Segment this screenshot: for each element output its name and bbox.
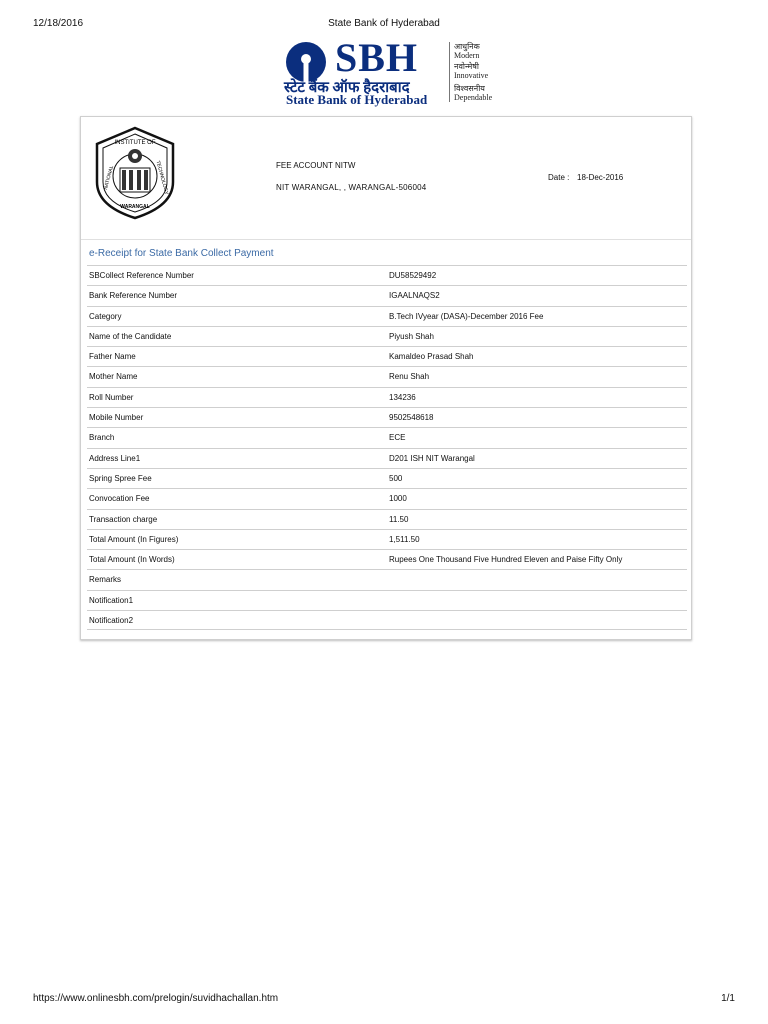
table-row (87, 509, 687, 529)
row-value: Kamaldeo Prasad Shah (389, 352, 474, 362)
date-label: Date : (548, 173, 570, 182)
date-value: 18-Dec-2016 (577, 173, 624, 182)
row-label: Notification2 (89, 616, 134, 626)
receipt-title: e-Receipt for State Bank Collect Payment (89, 248, 274, 259)
seal-right-text: TECHNOLOGY (154, 160, 170, 196)
seal-left-text: NATIONAL (102, 165, 116, 191)
bank-hindi-name: स्टेट बैंक ऑफ हैदराबाद (284, 80, 410, 96)
row-label: Total Amount (In Words) (89, 555, 175, 565)
table-row (87, 529, 687, 549)
sbh-logo (284, 35, 504, 107)
table-row (87, 306, 687, 326)
header-separator (81, 239, 691, 240)
row-label: Transaction charge (89, 514, 158, 524)
row-label: Father Name (89, 352, 136, 362)
table-row (87, 468, 687, 488)
row-label: Name of the Candidate (89, 331, 172, 341)
row-value: 11.50 (389, 514, 409, 524)
table-row (87, 265, 687, 285)
receipt-table (87, 265, 687, 630)
tagline-modern: Modern (454, 51, 480, 60)
row-label: Address Line1 (89, 453, 141, 463)
print-date: 12/18/2016 (33, 18, 84, 29)
row-value: Piyush Shah (389, 331, 434, 341)
payee-address: NIT WARANGAL, , WARANGAL-506004 (276, 183, 427, 192)
table-row (87, 569, 687, 589)
seal-bottom-text: WARANGAL (120, 204, 150, 210)
row-label: Remarks (89, 575, 122, 585)
table-row (87, 610, 687, 630)
print-page-number: 1/1 (721, 993, 735, 1004)
tagline-hindi-dependable: विश्वसनीय (454, 84, 485, 93)
table-row (87, 285, 687, 305)
logo-divider (449, 42, 450, 102)
tagline-dependable: Dependable (454, 93, 493, 102)
row-value: IGAALNAQS2 (389, 291, 440, 301)
row-label: Category (89, 311, 122, 321)
row-value: 9502548618 (389, 413, 434, 423)
row-label: Mobile Number (89, 413, 144, 423)
row-value: 500 (389, 473, 403, 483)
row-value: D201 ISH NIT Warangal (389, 453, 475, 463)
table-row (87, 427, 687, 447)
table-row (87, 407, 687, 427)
print-url: https://www.onlinesbh.com/prelogin/suvidhachallan.htm (33, 993, 279, 1004)
table-row (87, 366, 687, 386)
table-row (87, 326, 687, 346)
table-row (87, 590, 687, 610)
row-label: Notification1 (89, 595, 134, 605)
tagline-innovative: Innovative (454, 71, 489, 80)
row-label: Convocation Fee (89, 494, 150, 504)
table-row (87, 387, 687, 407)
row-value: 134236 (389, 392, 416, 402)
row-value: 1000 (389, 494, 407, 504)
row-value: 1,511.50 (389, 534, 420, 544)
nitw-seal-icon (93, 126, 177, 220)
payee-account: FEE ACCOUNT NITW (276, 161, 356, 170)
seal-top-text: INSTITUTE OF (114, 140, 156, 146)
row-label: Roll Number (89, 392, 134, 402)
tagline-hindi-innovative: नवोन्मेषी (454, 62, 479, 71)
bank-full-name: State Bank of Hyderabad (286, 92, 428, 107)
row-label: Mother Name (89, 372, 138, 382)
row-value: DU58529492 (389, 271, 437, 280)
row-label: SBCollect Reference Number (89, 271, 194, 280)
row-label: Total Amount (In Figures) (89, 534, 179, 544)
print-title: State Bank of Hyderabad (328, 18, 440, 29)
table-row (87, 549, 687, 569)
row-label: Spring Spree Fee (89, 473, 152, 483)
table-row (87, 488, 687, 508)
bank-short-name: SBH (335, 35, 419, 80)
row-value: ECE (389, 433, 406, 443)
row-value: Rupees One Thousand Five Hundred Eleven and Paise Fifty Only (389, 555, 623, 565)
table-row (87, 346, 687, 366)
receipt-card (80, 116, 692, 640)
row-label: Bank Reference Number (89, 291, 178, 301)
row-value: B.Tech IVyear (DASA)-December 2016 Fee (389, 311, 544, 321)
tagline-hindi-modern: आधुनिक (454, 42, 480, 51)
table-row (87, 448, 687, 468)
row-label: Branch (89, 433, 115, 443)
row-value: Renu Shah (389, 372, 430, 382)
